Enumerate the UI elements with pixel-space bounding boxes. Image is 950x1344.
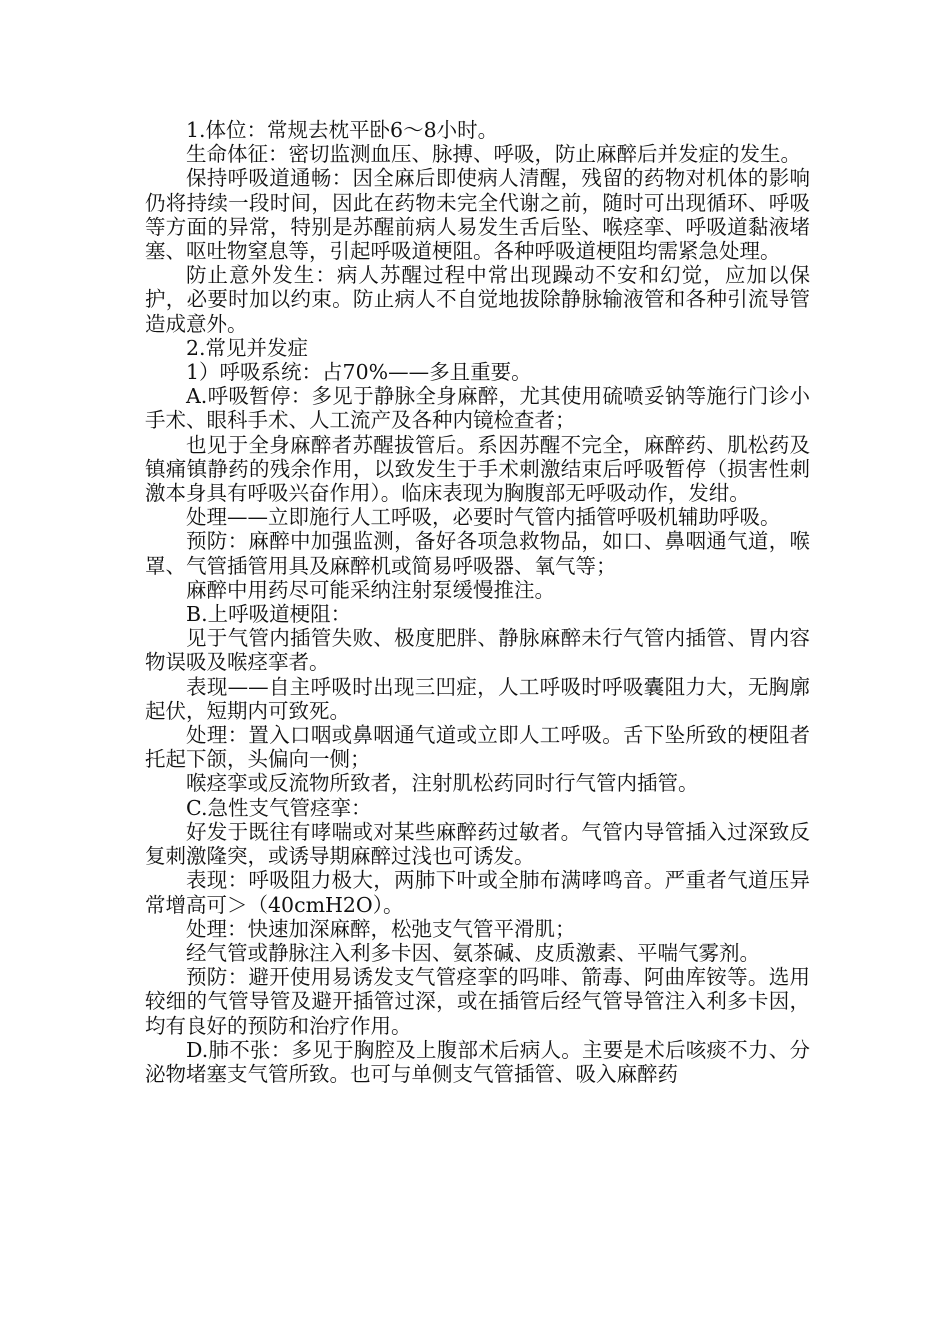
paragraph-laryngospasm: 喉痉挛或反流物所致者，注射肌松药同时行气管内插管。 <box>186 771 699 796</box>
paragraph-bronchospasm-signs: 表现：呼吸阻力极大，两肺下叶或全肺布满哮鸣音。严重者气道压异常增高可＞（40cmH2O）。 <box>145 868 810 917</box>
paragraph-vital-signs: 生命体征：密切监测血压、脉搏、呼吸，防止麻醉后并发症的发生。 <box>186 142 801 167</box>
paragraph-respiratory-system: 1）呼吸系统：占70%——多且重要。 <box>186 360 532 385</box>
paragraph-bronchospasm-heading: C.急性支气管痉挛： <box>186 795 372 820</box>
paragraph-upper-airway-causes: 见于气管内插管失败、极度肥胖、静脉麻醉未行气管内插管、胃内容物误吸及喉痉挛者。 <box>145 626 810 675</box>
paragraph-upper-airway-treatment: 处理：置入口咽或鼻咽通气道或立即人工呼吸。舌下坠所致的梗阻者托起下颌，头偏向一侧； <box>145 723 810 772</box>
paragraph-upper-airway-signs: 表现——自主呼吸时出现三凹症，人工呼吸时呼吸囊阻力大，无胸廓起伏，短期内可致死。 <box>145 674 810 723</box>
paragraph-atelectasis: D.肺不张：多见于胸腔及上腹部术后病人。主要是术后咳痰不力、分泌物堵塞支气管所致。也可与单侧支气管插管、吸入麻醉药 <box>145 1037 810 1086</box>
paragraph-upper-airway-heading: B.上呼吸道梗阻： <box>186 602 352 627</box>
paragraph-apnea-prevention: 预防：麻醉中加强监测，备好各项急救物品，如口、鼻咽通气道，喉罩、气管插管用具及麻醉机或简易呼吸器、氧气等； <box>145 529 810 578</box>
paragraph-complications-heading: 2.常见并发症 <box>186 335 309 360</box>
document-page <box>145 118 810 1086</box>
paragraph-bronchospasm-drugs: 经气管或静脉注入利多卡因、氨茶碱、皮质激素、平喘气雾剂。 <box>186 940 760 965</box>
paragraph-apnea-treatment: 处理——立即施行人工呼吸，必要时气管内插管呼吸机辅助呼吸。 <box>186 505 781 530</box>
paragraph-bronchospasm-treatment: 处理：快速加深麻醉，松弛支气管平滑肌； <box>186 916 576 941</box>
paragraph-apnea-extubation: 也见于全身麻醉者苏醒拔管后。系因苏醒不完全，麻醉药、肌松药及镇痛镇静药的残余作用，以致发生于手术刺激结束后呼吸暂停（损害性刺激本身具有呼吸兴奋作用）。临床表现为胸腹部无呼吸动作，发绀。 <box>145 432 810 506</box>
paragraph-bronchospasm-prevention: 预防：避开使用易诱发支气管痉挛的吗啡、箭毒、阿曲库铵等。选用较细的气管导管及避开插管过深，或在插管后经气管导管注入利多卡因，均有良好的预防和治疗作用。 <box>145 965 810 1038</box>
paragraph-airway: 保持呼吸道通畅：因全麻后即使病人清醒，残留的药物对机体的影响仍将持续一段时间，因此在药物未完全代谢之前，随时可出现循环、呼吸等方面的异常，特别是苏醒前病人易发生舌后坠、喉痉挛、呼吸道黏液堵塞、呕吐物窒息等，引起呼吸道梗阻。各种呼吸道梗阻均需紧急处理。 <box>145 166 810 264</box>
paragraph-apnea: A.呼吸暂停：多见于静脉全身麻醉，尤其使用硫喷妥钠等施行门诊小手术、眼科手术、人工流产及各种内镜检查者； <box>145 384 810 433</box>
paragraph-bronchospasm-causes: 好发于既往有哮喘或对某些麻醉药过敏者。气管内导管插入过深致反复刺激隆突，或诱导期麻醉过浅也可诱发。 <box>145 819 810 869</box>
paragraph-apnea-medication: 麻醉中用药尽可能采纳注射泵缓慢推注。 <box>186 577 555 602</box>
paragraph-accident-prevention: 防止意外发生：病人苏醒过程中常出现躁动不安和幻觉，应加以保护，必要时加以约束。防止病人不自觉地拔除静脉输液管和各种引流导管造成意外。 <box>145 263 810 336</box>
paragraph-position: 1.体位：常规去枕平卧6～8小时。 <box>186 118 499 142</box>
